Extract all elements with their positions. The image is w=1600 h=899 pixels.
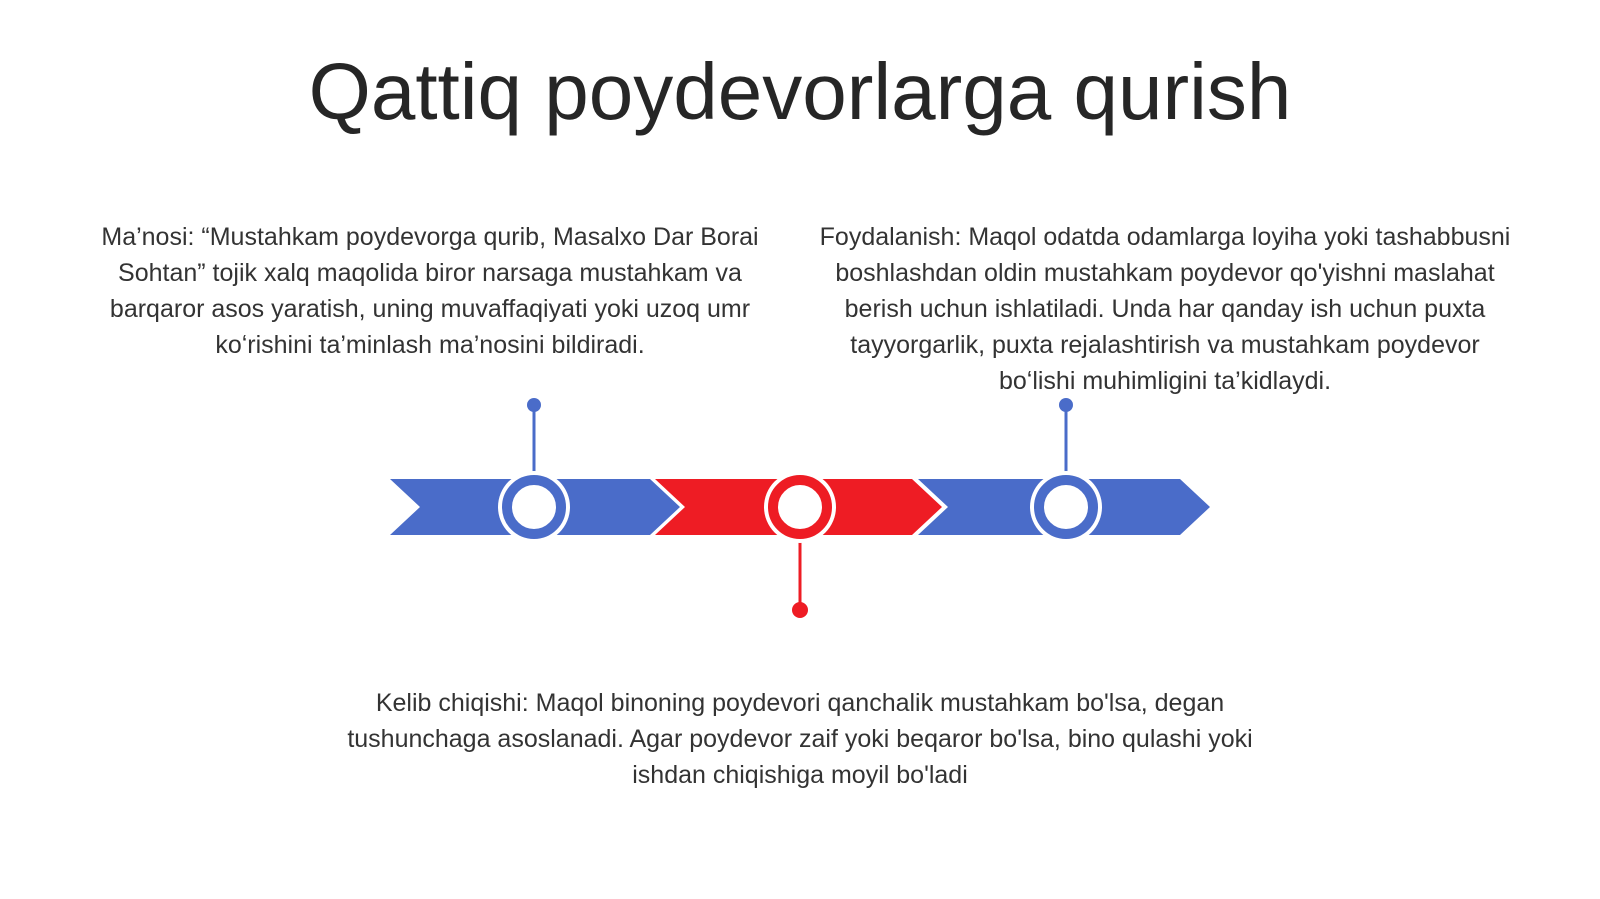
- connector-meaning: [527, 398, 541, 478]
- usage-text: Foydalanish: Maqol odatda odamlarga loyiha yoki tashabbusni boshlashdan oldin mustahkam poydevor qo'yishni maslahat berish uchun ishlatiladi. Unda har qanday ish uchun puxta tayyorgarlik, puxta rejalashtirish va mustahkam poydevor boʻlishi muhimligini ta’kidlaydi.: [819, 223, 1511, 395]
- milestone-ring-3: [1030, 471, 1102, 543]
- origin-text: Kelib chiqishi: Maqol binoning poydevori qanchalik mustahkam bo'lsa, degan tushunchaga asoslanadi. Agar poydevor zaif yoki beqaror bo'lsa, bino qulashi yoki ishdan chiqishiga moyil bo'ladi: [347, 689, 1253, 789]
- connector-usage: [1059, 398, 1073, 478]
- milestone-ring-1: [498, 471, 570, 543]
- milestone-ring-2: [764, 471, 836, 543]
- slide-title: Qattiq poydevorlarga qurish: [308, 47, 1292, 136]
- meaning-text: Ma’nosi: “Mustahkam poydevorga qurib, Masalxo Dar Borai Sohtan” tojik xalq maqolida biror narsaga mustahkam va barqaror asos yaratish, uning muvaffaqiyati yoki uzoq umr koʻrishini ta’minlash ma’nosini bildiradi.: [101, 223, 759, 359]
- connector-origin: [792, 530, 808, 618]
